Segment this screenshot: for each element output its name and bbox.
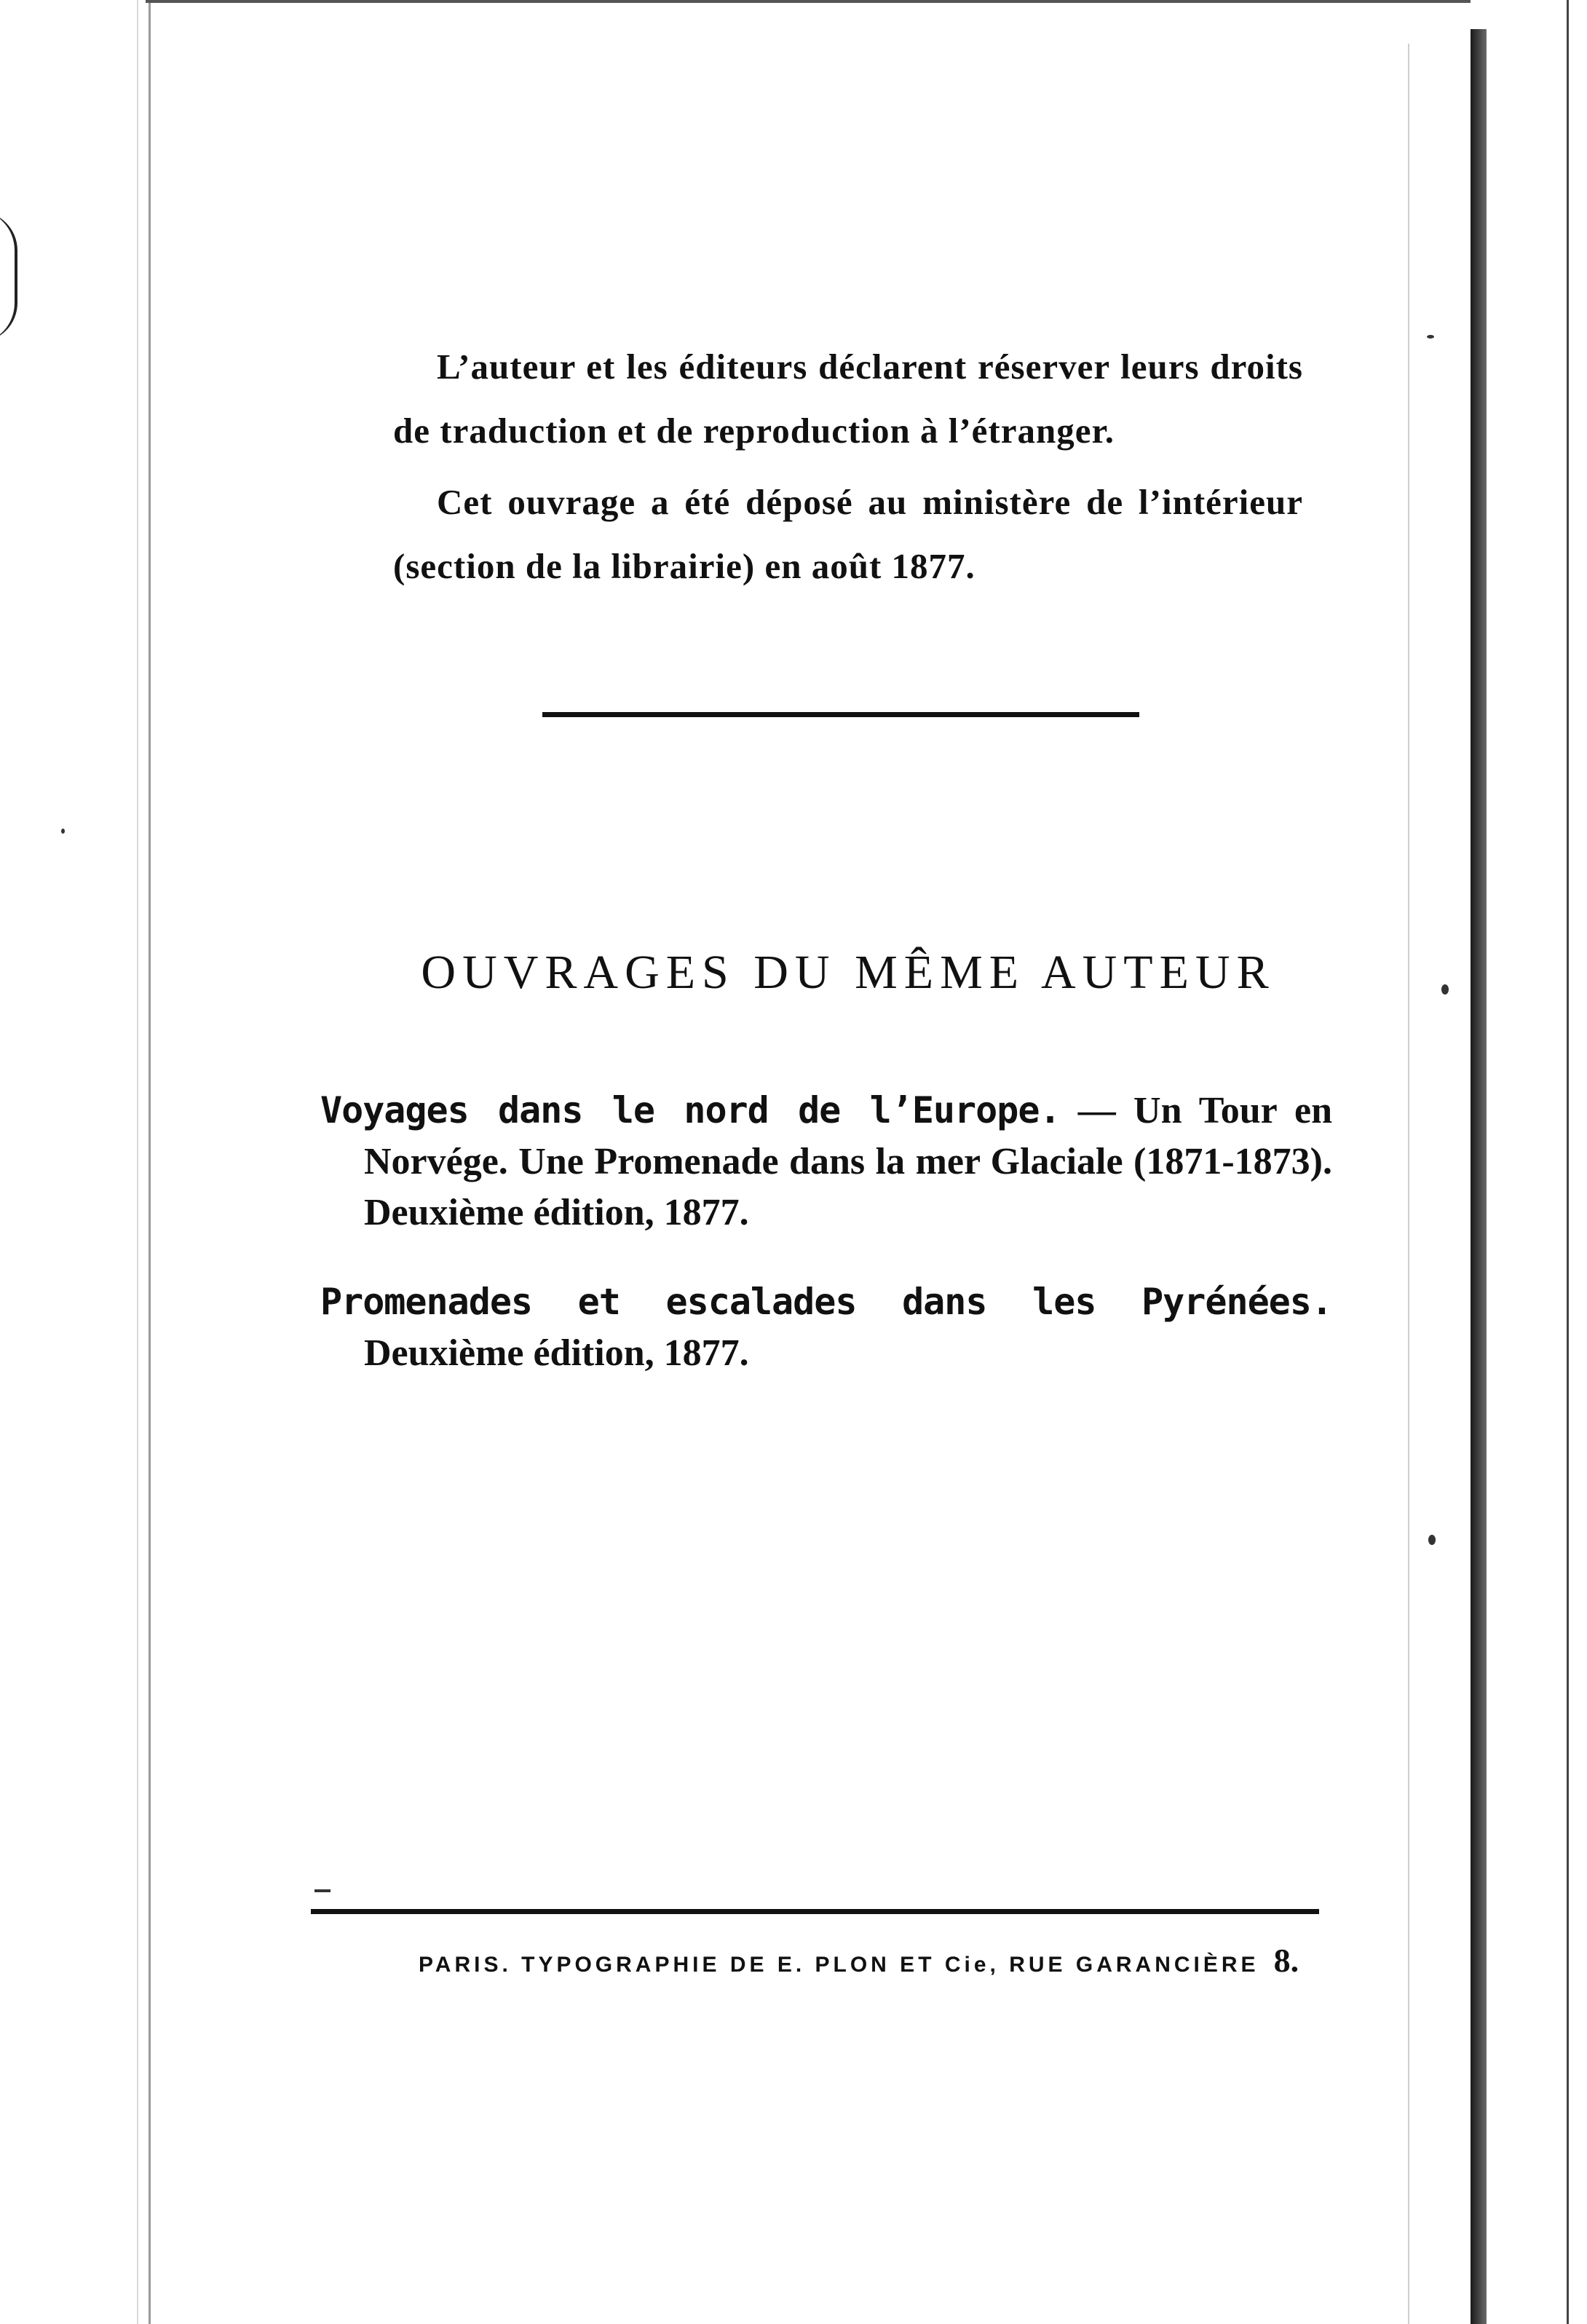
list-item: [320, 1085, 1332, 1238]
work-title: Promenades et escalades dans les Pyrénées.: [320, 1281, 1332, 1323]
rights-paragraph: L’auteur et les éditeurs déclarent réserver leurs droits de traduction et de reproduction à l’étranger.: [393, 347, 1303, 451]
section-heading: OUVRAGES DU MÊME AUTEUR: [421, 946, 1275, 999]
signature-number: 8.: [1273, 1942, 1299, 1979]
deposit-paragraph: Cet ouvrage a été déposé au ministère de l’intérieur (section de la librairie) en août 1877.: [393, 482, 1303, 586]
scan-speck: [1441, 984, 1449, 995]
page-edge-left: [149, 0, 151, 2324]
page-edge-right: [1471, 29, 1487, 2324]
work-title: Voyages dans le nord de l’Europe.: [320, 1089, 1061, 1131]
imprint-rule: [311, 1909, 1319, 1914]
rule-tick: [314, 1889, 331, 1892]
page-edge-inner: [137, 0, 138, 2324]
printer-imprint: [419, 1941, 1299, 1980]
page-edge-far: [1567, 0, 1569, 2324]
divider-rule: [542, 712, 1139, 717]
scan-speck: [1428, 1535, 1436, 1545]
page-edge-top: [146, 0, 1471, 3]
page-edge-right-thin: [1408, 44, 1409, 2324]
work-details: — Un Tour en Norvége. Une Promenade dans la mer Glaciale (1871-1873). Deuxième édition, 1877.: [364, 1090, 1332, 1233]
scan-speck: [1427, 335, 1434, 339]
list-item: [320, 1276, 1332, 1379]
page-curl-shadow: [0, 211, 17, 342]
work-details: Deuxième édition, 1877.: [364, 1332, 749, 1374]
imprint-text: PARIS. TYPOGRAPHIE DE E. PLON ET Cie, RUE GARANCIÈRE: [419, 1953, 1259, 1977]
works-list: [320, 1085, 1332, 1417]
scan-speck: [61, 829, 65, 834]
rights-notice: [393, 335, 1303, 598]
